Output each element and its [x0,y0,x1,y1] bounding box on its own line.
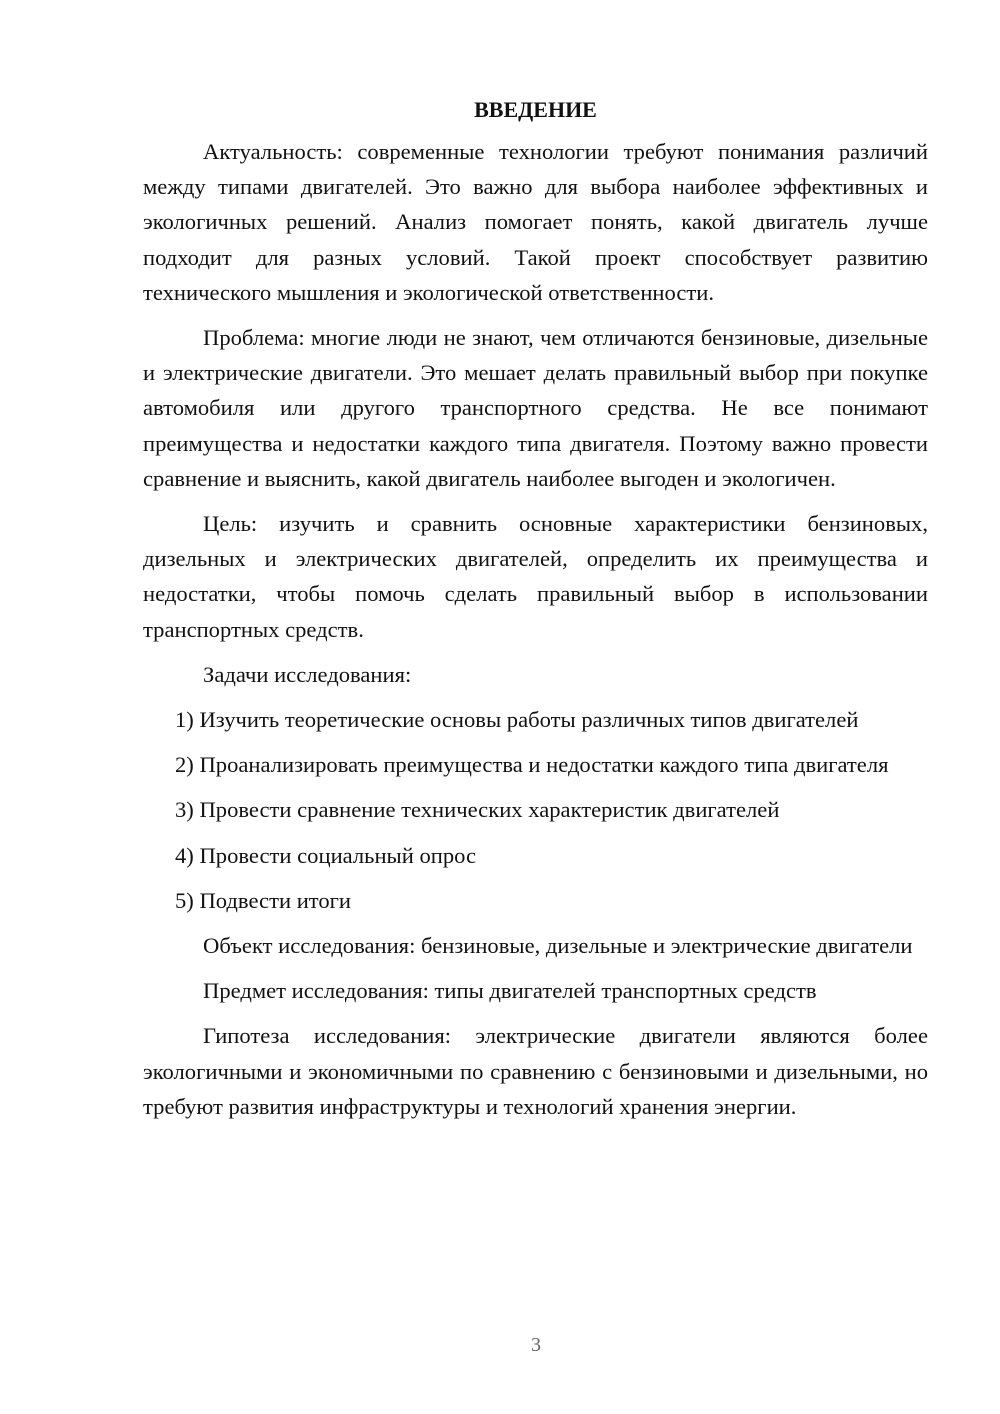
task-item-5: 5) Подвести итоги [175,887,352,913]
page-number: 3 [531,1334,541,1356]
task-item-1: 1) Изучить теоретические основы работы различных типов двигателей [175,707,859,733]
task-item-2: 2) Проанализировать преимущества и недостатки каждого типа двигателя [175,752,889,778]
hypothesis-paragraph: Гипотеза исследования: электрические двигатели являются более экологичными и экономичными по сравнению с бензиновыми и дизельными, но требуют развития инфраструктуры и технологий хранения энергии. [143,1023,928,1119]
document-page [143,94,928,1134]
task-item-4: 4) Провести социальный опрос [175,842,477,868]
goal-paragraph: Цель: изучить и сравнить основные характеристики бензиновых, дизельных и электрических двигателей, определить их преимущества и недостатки, чтобы помочь сделать правильный выбор в использовании транспортных средств. [143,511,928,642]
object-paragraph: Объект исследования: бензиновые, дизельные и электрические двигатели [203,933,913,959]
task-item-3: 3) Провести сравнение технических характеристик двигателей [175,797,780,823]
relevance-paragraph: Актуальность: современные технологии требуют понимания различий между типами двигателей. Это важно для выбора наиболее эффективных и экологичных решений. Анализ помогает понять, какой двигатель лучше подходит для разных условий. Такой проект способствует развитию технического мышления и экологической ответственности. [143,139,928,305]
tasks-heading: Задачи исследования: [203,661,412,687]
problem-paragraph: Проблема: многие люди не знают, чем отличаются бензиновые, дизельные и электрические двигатели. Это мешает делать правильный выбор при покупке автомобиля или другого транспортного средства. Не все понимают преимущества и недостатки каждого типа двигателя. Поэтому важно провести сравнение и выяснить, какой двигатель наиболее выгоден и экологичен. [143,325,928,491]
page-heading: ВВЕДЕНИЕ [474,97,597,122]
subject-paragraph: Предмет исследования: типы двигателей транспортных средств [203,978,817,1004]
